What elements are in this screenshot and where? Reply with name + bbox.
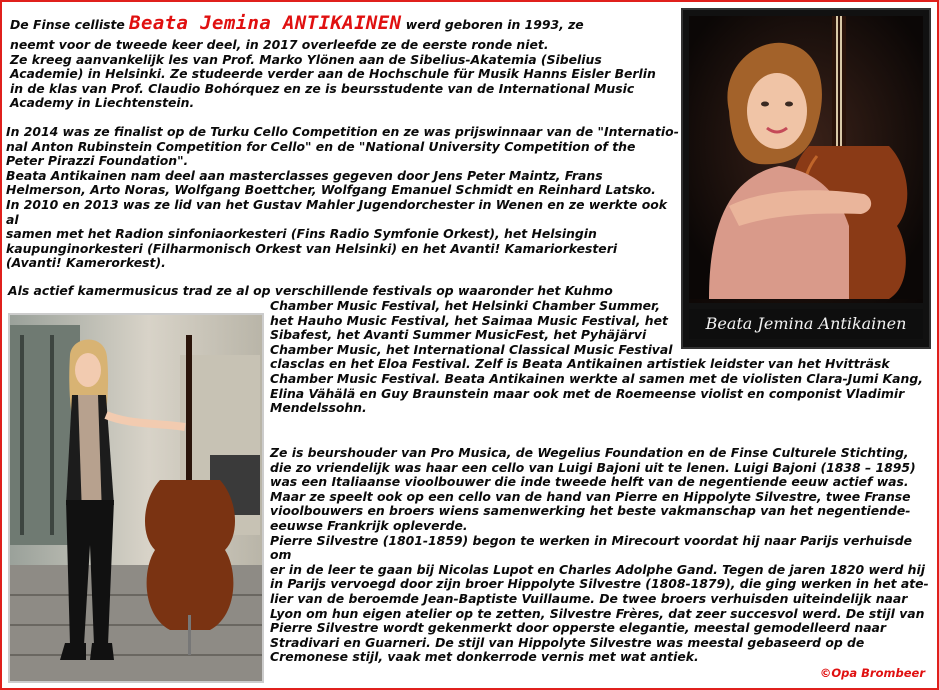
text-line: (Avanti! Kamerorkest). — [6, 255, 166, 271]
text-line: Mendelssohn. — [270, 400, 367, 416]
bio-paragraph-2 — [6, 125, 680, 271]
text-line: kaupunginorkesteri (Filharmonisch Orkest van Helsinki) en het Avanti! Kamariorkesteri — [6, 240, 618, 256]
text-line: Beata Antikainen nam deel aan masterclasses gegeven door Jens Peter Maintz, Frans — [6, 167, 603, 183]
text-line: In 2014 was ze finalist op de Turku Cello Competition en ze was prijswinnaar van de "Internatio- — [6, 124, 679, 139]
standing-illustration — [10, 315, 262, 681]
text-line: die zo vriendelijk was haar een cello van Luigi Bajoni uit te lenen. Luigi Bajoni (1838 – 1895) — [270, 459, 916, 475]
bio-paragraph-1 — [10, 38, 680, 111]
text-line: Peter Pirazzi Foundation". — [6, 153, 189, 169]
text-line: Sibafest, het Avanti Summer MusicFest, het Pyhäjärvi — [270, 327, 647, 343]
text-line: Ze kreeg aanvankelijk les van Prof. Marko Ylönen aan de Sibelius-Akatemia (Sibelius — [10, 51, 602, 67]
text-line: neemt voor de tweede keer deel, in 2017 overleefde ze de eerste ronde niet. — [10, 37, 549, 52]
cellist-standing-photo — [8, 313, 264, 683]
text-line: Chamber Music Festival, het Helsinki Chamber Summer, — [270, 298, 661, 313]
text-line: Ze is beurshouder van Pro Musica, de Wegelius Foundation en de Finse Culturele Stichting, — [270, 445, 909, 460]
artist-name: Beata Jemina ANTIKAINEN — [129, 12, 402, 34]
text-line: clasclas en het Eloa Festival. Zelf is Beata Antikainen artistiek leidster van het Hvitträsk — [270, 356, 890, 372]
text-line: in de klas van Prof. Claudio Bohórquez en ze is beursstudente van de International Music — [10, 80, 635, 96]
text-line: Cremonese stijl, vaak met donkerrode vernis met wat antiek. — [270, 649, 699, 665]
photo-caption: Beata Jemina Antikainen — [689, 309, 923, 339]
festival-first-line: Als actief kamermusicus trad ze al op verschillende festivals op waaronder het Kuhmo — [8, 283, 613, 298]
text-line: vioolbouwers en broers wiens samenwerking het beste vakmanschap van het negentiende- — [270, 503, 911, 519]
text-line: Chamber Music Festival. Beata Antikainen werkte al samen met de violisten Clara-Jumi Kang, — [270, 370, 923, 386]
text-line: nal Anton Rubinstein Competition for Cello" en de "National University Competition of the — [6, 138, 636, 154]
intro-prefix: De Finse celliste — [10, 17, 130, 32]
portrait-image — [689, 16, 923, 303]
text-line: Helmerson, Arto Noras, Wolfgang Boettcher, Wolfgang Emanuel Schmidt en Reinhard Latsko. — [6, 182, 656, 198]
text-line: eeuwse Frankrijk opleverde. — [270, 517, 468, 533]
text-line: Lyon om hun eigen atelier op te zetten, Silvestre Frères, dat zeer succesvol werd. De stijl van — [270, 605, 925, 621]
intro-suffix: werd geboren in 1993, ze — [401, 17, 584, 32]
text-line: In 2010 en 2013 was ze lid van het Gustav Mahler Jugendorchester in Wenen en ze werkte ook al — [6, 196, 667, 227]
text-line: lier van de beroemde Jean-Baptiste Vuillaume. De twee broers verhuisden uiteindelijk naar — [270, 590, 908, 606]
text-line: Chamber Music, het International Classical Music Festival — [270, 341, 673, 357]
text-line: was een Italiaanse vioolbouwer die inde tweede helft van de negentiende eeuw actief was. — [270, 474, 909, 490]
text-line: Pierre Silvestre wordt gekenmerkt door opperste elegantie, meestal gemodelleerd naar — [270, 620, 887, 636]
text-line: het Hauho Music Festival, het Saimaa Music Festival, het — [270, 312, 668, 328]
copyright-signature: ©Opa Brombeer — [819, 666, 925, 680]
intro-line — [10, 12, 584, 36]
text-line: Academy in Liechtenstein. — [10, 95, 195, 111]
text-line: er in de leer te gaan bij Nicolas Lupot en Charles Adolphe Gand. Tegen de jaren 1820 werd hij — [270, 561, 925, 577]
portrait-illustration — [689, 16, 923, 299]
portrait-photo — [681, 8, 931, 349]
text-line: Maar ze speelt ook op een cello van de hand van Pierre en Hippolyte Silvestre, twee Franse — [270, 488, 911, 504]
text-line: Pierre Silvestre (1801-1859) begon te werken in Mirecourt voordat hij naar Parijs verhuisde om — [270, 532, 913, 563]
bio-paragraph-instruments — [270, 446, 932, 665]
text-line: Elina Vähälä en Guy Braunstein maar ook met de Roemeense violist en componist Vladimir — [270, 385, 905, 401]
text-line: in Parijs vervoegd door zijn broer Hippolyte Silvestre (1808-1879), die ging werken in het ate- — [270, 576, 929, 592]
text-line: samen met het Radion sinfoniaorkesteri (Fins Radio Symfonie Orkest), het Helsingin — [6, 226, 597, 242]
text-line: Stradivari en Guarneri. De stijl van Hippolyte Silvestre was meestal gebaseerd op de — [270, 634, 865, 650]
text-line: Academie) in Helsinki. Ze studeerde verder aan de Hochschule für Musik Hanns Eisler Berlin — [10, 66, 656, 82]
